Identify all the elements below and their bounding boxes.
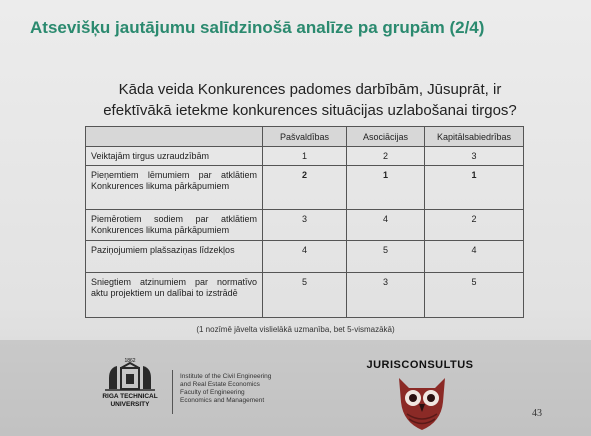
table-cell: 2 — [263, 166, 347, 210]
table-cell: 2 — [425, 210, 524, 241]
jurisconsultus-name: JURISCONSULTUS — [366, 359, 474, 371]
table-row — [86, 166, 524, 210]
owl-logo-icon — [395, 372, 449, 432]
table-cell: 1 — [425, 166, 524, 210]
row-label: Piemērotiem sodiem par atklātiem Konkurences likuma pārkāpumiem — [86, 210, 263, 241]
table-cell: 3 — [347, 273, 425, 318]
table-cell: 5 — [425, 273, 524, 318]
rtu-year: 1862 — [124, 358, 136, 364]
table-cell: 1 — [347, 166, 425, 210]
row-label: Paziņojumiem plašsaziņas līdzekļos — [86, 241, 263, 273]
footer-divider — [172, 370, 173, 414]
table-row — [86, 273, 524, 318]
rtu-crest-icon — [101, 356, 159, 392]
table-cell: 3 — [263, 210, 347, 241]
column-header: Asociācijas — [347, 127, 425, 147]
table-cell: 1 — [263, 147, 347, 166]
row-label: Pieņemtiem lēmumiem par atklātiem Konkurences likuma pārkāpumiem — [86, 166, 263, 210]
rtu-name — [95, 393, 165, 409]
question-text — [60, 79, 560, 121]
column-header: Kapitālsabiedrības — [425, 127, 524, 147]
footer-band — [0, 340, 591, 436]
table-cell: 3 — [425, 147, 524, 166]
results-table — [85, 126, 524, 318]
page-number: 43 — [532, 408, 542, 419]
rtu-name-line-1: RIGA TECHNICAL — [102, 393, 158, 400]
table-row — [86, 147, 524, 166]
institute-line-3: Faculty of Engineering — [180, 389, 245, 396]
institute-line-1: Institute of the Civil Engineering — [180, 373, 272, 380]
table-footnote: (1 nozīmē jāvelta vislielākā uzmanība, bet 5-vismazākā) — [196, 325, 395, 334]
institute-text — [180, 373, 271, 405]
question-line-1: Kāda veida Konkurences padomes darbībām, Jūsuprāt, ir — [118, 81, 502, 98]
table-cell: 4 — [425, 241, 524, 273]
institute-line-4: Economics and Management — [180, 397, 265, 404]
table-corner-cell — [86, 127, 263, 147]
row-label: Veiktajām tirgus uzraudzībām — [86, 147, 263, 166]
row-label: Sniegtiem atzinumiem par normatīvo aktu projektiem un dalībai to izstrādē — [86, 273, 263, 318]
table-cell: 4 — [263, 241, 347, 273]
rtu-name-line-2: UNIVERSITY — [110, 401, 150, 408]
question-line-2: efektīvākā ietekme konkurences situācijas uzlabošanai tirgos? — [103, 102, 517, 119]
table-cell: 4 — [347, 210, 425, 241]
table-cell: 2 — [347, 147, 425, 166]
institute-line-2: and Real Estate Economics — [180, 381, 260, 388]
table-header-row — [86, 127, 524, 147]
column-header: Pašvaldības — [263, 127, 347, 147]
table-cell: 5 — [263, 273, 347, 318]
table-cell: 5 — [347, 241, 425, 273]
slide-title: Atsevišķu jautājumu salīdzinošā analīze pa grupām (2/4) — [30, 18, 485, 37]
table-row — [86, 210, 524, 241]
table-row — [86, 241, 524, 273]
